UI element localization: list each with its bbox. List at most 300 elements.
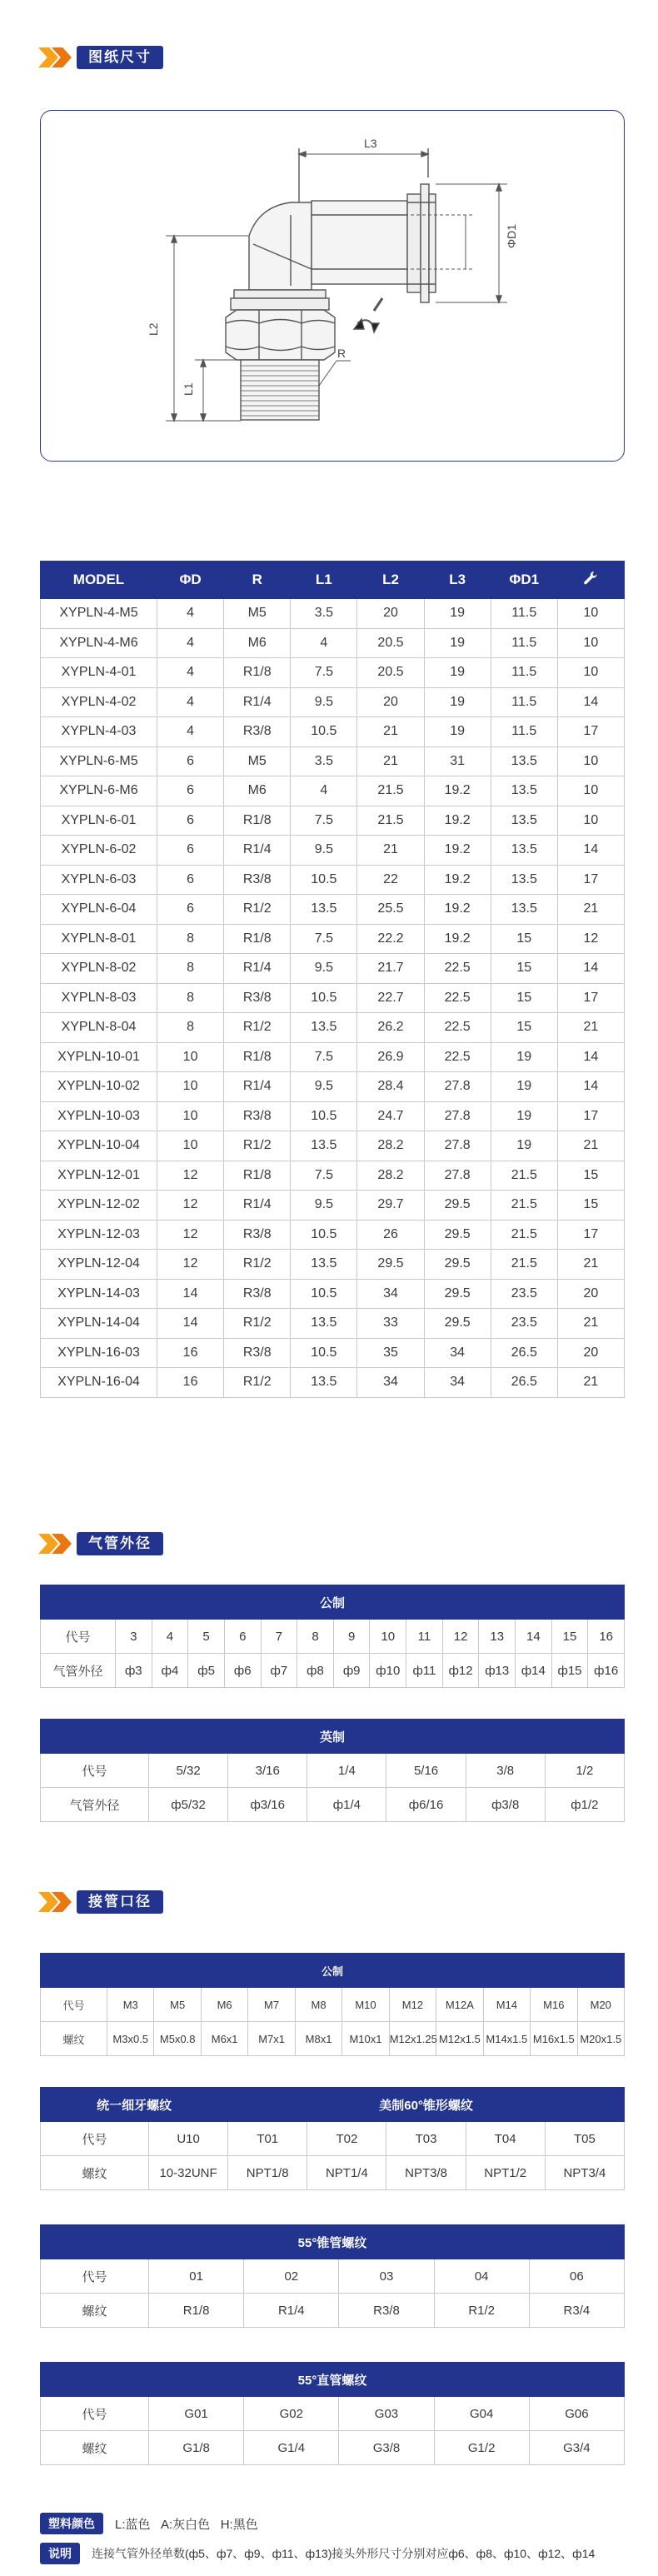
table-cell: 4 bbox=[291, 628, 357, 658]
table-cell: 34 bbox=[357, 1368, 424, 1398]
section-header-port bbox=[38, 1890, 163, 1915]
table-cell: XYPLN-4-01 bbox=[41, 658, 157, 688]
table-cell: 12 bbox=[442, 1620, 479, 1654]
table-row bbox=[41, 1161, 625, 1191]
od-label: 气管外径 bbox=[41, 1654, 116, 1688]
table-cell: XYPLN-10-02 bbox=[41, 1072, 157, 1102]
table-cell: 4 bbox=[157, 687, 224, 717]
table-cell: 10.5 bbox=[291, 1338, 357, 1368]
table-cell: XYPLN-8-01 bbox=[41, 924, 157, 954]
unf-title: 统一细牙螺纹 bbox=[41, 2088, 228, 2122]
table-cell: R1/8 bbox=[224, 1161, 291, 1191]
r-label: R bbox=[337, 347, 346, 360]
table-cell: T05 bbox=[545, 2122, 624, 2156]
table-cell: 9.5 bbox=[291, 1191, 357, 1221]
unf-npt-table bbox=[40, 2087, 625, 2190]
table-cell: R3/8 bbox=[224, 1101, 291, 1131]
table-header-row bbox=[41, 562, 625, 599]
table-cell: 13.5 bbox=[491, 836, 557, 866]
table-cell: 14 bbox=[157, 1279, 224, 1309]
table-cell: 21 bbox=[557, 1309, 624, 1339]
table-cell: 14 bbox=[557, 1072, 624, 1102]
table-cell: 22.5 bbox=[424, 1042, 491, 1072]
table-cell: G01 bbox=[149, 2397, 244, 2431]
table-row bbox=[41, 1988, 625, 2022]
table-cell: 8 bbox=[297, 1620, 334, 1654]
table-cell: 12 bbox=[157, 1220, 224, 1250]
table-cell: 19.2 bbox=[424, 924, 491, 954]
table-cell: R1/8 bbox=[149, 2294, 244, 2328]
table-cell: R1/2 bbox=[224, 1131, 291, 1161]
table-cell: R1/4 bbox=[244, 2294, 339, 2328]
table-cell: 12 bbox=[157, 1191, 224, 1221]
section-title: 图纸尺寸 bbox=[77, 46, 163, 69]
table-cell: ф6/16 bbox=[386, 1788, 466, 1822]
table-cell: 27.8 bbox=[424, 1131, 491, 1161]
table-cell: G02 bbox=[244, 2397, 339, 2431]
table-cell: 26.5 bbox=[491, 1338, 557, 1368]
table-row bbox=[41, 2294, 625, 2328]
table-cell: 13.5 bbox=[491, 895, 557, 925]
table-cell: R3/8 bbox=[224, 1279, 291, 1309]
table-row bbox=[41, 599, 625, 629]
table-cell: 15 bbox=[491, 924, 557, 954]
table-cell: M6 bbox=[201, 1988, 247, 2022]
color-text: L:蓝色 A:灰白色 H:黑色 bbox=[115, 2517, 258, 2532]
table-cell: 17 bbox=[557, 865, 624, 895]
table-cell: M6x1 bbox=[201, 2022, 247, 2056]
table-cell: 33 bbox=[357, 1309, 424, 1339]
table-cell: U10 bbox=[149, 2122, 228, 2156]
table-cell: M10 bbox=[342, 1988, 389, 2022]
table-cell: 35 bbox=[357, 1338, 424, 1368]
table-cell: M5 bbox=[224, 599, 291, 629]
table-cell: 9 bbox=[333, 1620, 370, 1654]
table-cell: G03 bbox=[339, 2397, 434, 2431]
table-cell: 5/32 bbox=[149, 1754, 228, 1788]
plastic-color-note bbox=[40, 2513, 258, 2534]
inch-tube-title: 英制 bbox=[41, 1720, 625, 1754]
table-cell: 22.2 bbox=[357, 924, 424, 954]
thread-label: 螺纹 bbox=[41, 2022, 107, 2056]
table-cell: XYPLN-4-M6 bbox=[41, 628, 157, 658]
table-cell: 11 bbox=[406, 1620, 443, 1654]
table-row bbox=[41, 1131, 625, 1161]
table-cell: 28.2 bbox=[357, 1131, 424, 1161]
table-cell: M12A bbox=[436, 1988, 483, 2022]
table-cell: R3/8 bbox=[339, 2294, 434, 2328]
d1-label: ΦD1 bbox=[505, 223, 518, 248]
table-cell: 11.5 bbox=[491, 658, 557, 688]
table-cell: 19 bbox=[491, 1101, 557, 1131]
table-cell: R1/4 bbox=[224, 1072, 291, 1102]
table-cell: ф3/8 bbox=[466, 1788, 545, 1822]
table-cell: 11.5 bbox=[491, 628, 557, 658]
table-row bbox=[41, 746, 625, 776]
table-cell: 9.5 bbox=[291, 954, 357, 984]
table-cell: 7.5 bbox=[291, 1042, 357, 1072]
section-header-drawing bbox=[38, 45, 163, 70]
section-title: 气管外径 bbox=[77, 1532, 163, 1555]
table-cell: 22 bbox=[357, 865, 424, 895]
table-row bbox=[41, 658, 625, 688]
table-cell: 3.5 bbox=[291, 746, 357, 776]
table-cell: 21 bbox=[557, 1250, 624, 1280]
table-cell: M12 bbox=[389, 1988, 436, 2022]
table-cell: M5 bbox=[154, 1988, 201, 2022]
table-cell: 20 bbox=[357, 687, 424, 717]
table-cell: M6 bbox=[224, 776, 291, 806]
table-row bbox=[41, 687, 625, 717]
table-cell: XYPLN-14-04 bbox=[41, 1309, 157, 1339]
table-cell: 14 bbox=[557, 1042, 624, 1072]
table-cell: M16x1.5 bbox=[531, 2022, 577, 2056]
table-cell: 31 bbox=[424, 746, 491, 776]
table-cell: 17 bbox=[557, 1220, 624, 1250]
table-cell: 19 bbox=[424, 658, 491, 688]
l2-label: L2 bbox=[147, 322, 160, 336]
table-cell: T03 bbox=[386, 2122, 466, 2156]
straight-thread-title: 55°直管螺纹 bbox=[41, 2363, 625, 2397]
table-cell: G1/2 bbox=[434, 2431, 529, 2465]
table-cell: 16 bbox=[157, 1338, 224, 1368]
table-row bbox=[41, 1279, 625, 1309]
table-cell: R1/8 bbox=[224, 1042, 291, 1072]
table-cell: R1/2 bbox=[224, 1013, 291, 1043]
table-cell: M8x1 bbox=[295, 2022, 341, 2056]
table-cell: 10 bbox=[557, 599, 624, 629]
thread-label: 螺纹 bbox=[41, 2294, 149, 2328]
inch-tube-table bbox=[40, 1719, 625, 1822]
table-cell: R1/8 bbox=[224, 806, 291, 836]
table-row bbox=[41, 2431, 625, 2465]
elbow-fitting-drawing bbox=[41, 111, 624, 461]
table-cell: 12 bbox=[157, 1161, 224, 1191]
table-row bbox=[41, 2122, 625, 2156]
table-cell: M16 bbox=[531, 1988, 577, 2022]
table-cell: M12x1.25 bbox=[389, 2022, 436, 2056]
table-cell: R1/2 bbox=[224, 1309, 291, 1339]
table-cell: 8 bbox=[157, 924, 224, 954]
header-d1: ΦD1 bbox=[491, 562, 557, 599]
table-cell: 6 bbox=[157, 895, 224, 925]
table-cell: ф12 bbox=[442, 1654, 479, 1688]
table-cell: 13.5 bbox=[491, 865, 557, 895]
chevron-icon bbox=[38, 1890, 75, 1915]
table-cell: 20.5 bbox=[357, 658, 424, 688]
table-cell: ф3 bbox=[116, 1654, 152, 1688]
table-cell: 7.5 bbox=[291, 658, 357, 688]
table-cell: 01 bbox=[149, 2259, 244, 2294]
table-cell: 4 bbox=[157, 628, 224, 658]
table-cell: 21 bbox=[557, 1131, 624, 1161]
table-cell: 20 bbox=[557, 1338, 624, 1368]
dimension-table-body bbox=[41, 599, 625, 1398]
table-cell: 6 bbox=[157, 776, 224, 806]
table-row bbox=[41, 1220, 625, 1250]
table-cell: 9.5 bbox=[291, 836, 357, 866]
table-cell: 14 bbox=[557, 836, 624, 866]
table-cell: ф5 bbox=[188, 1654, 225, 1688]
table-cell: 19.2 bbox=[424, 895, 491, 925]
table-cell: 21 bbox=[357, 836, 424, 866]
section-header-tube-od bbox=[38, 1531, 163, 1556]
code-label: 代号 bbox=[41, 1620, 116, 1654]
table-cell: XYPLN-4-M5 bbox=[41, 599, 157, 629]
table-cell: 27.8 bbox=[424, 1072, 491, 1102]
table-cell: 8 bbox=[157, 983, 224, 1013]
table-cell: T04 bbox=[466, 2122, 545, 2156]
table-cell: XYPLN-6-03 bbox=[41, 865, 157, 895]
table-cell: 4 bbox=[291, 776, 357, 806]
table-cell: 10 bbox=[370, 1620, 406, 1654]
table-cell: ф14 bbox=[516, 1654, 552, 1688]
table-cell: 15 bbox=[491, 1013, 557, 1043]
table-cell: ф9 bbox=[333, 1654, 370, 1688]
table-cell: 19 bbox=[491, 1042, 557, 1072]
taper-thread-title: 55°锥管螺纹 bbox=[41, 2225, 625, 2259]
table-cell: R1/2 bbox=[434, 2294, 529, 2328]
header-r: R bbox=[224, 562, 291, 599]
table-cell: ф1/4 bbox=[307, 1788, 386, 1822]
table-cell: 19.2 bbox=[424, 776, 491, 806]
table-cell: R1/4 bbox=[224, 954, 291, 984]
table-cell: R1/4 bbox=[224, 836, 291, 866]
table-cell: 21 bbox=[557, 1013, 624, 1043]
od-label: 气管外径 bbox=[41, 1788, 149, 1822]
table-cell: 12 bbox=[157, 1250, 224, 1280]
table-cell: 04 bbox=[434, 2259, 529, 2294]
table-cell: 20.5 bbox=[357, 628, 424, 658]
table-cell: 29.5 bbox=[424, 1220, 491, 1250]
table-cell: 21.5 bbox=[491, 1250, 557, 1280]
table-row bbox=[41, 983, 625, 1013]
table-cell: 26.9 bbox=[357, 1042, 424, 1072]
table-cell: 4 bbox=[152, 1620, 188, 1654]
table-cell: 21.5 bbox=[357, 776, 424, 806]
table-row bbox=[41, 1754, 625, 1788]
table-row bbox=[41, 2156, 625, 2190]
table-cell: 20 bbox=[357, 599, 424, 629]
table-cell: G06 bbox=[529, 2397, 624, 2431]
table-cell: 34 bbox=[424, 1368, 491, 1398]
table-cell: 5 bbox=[188, 1620, 225, 1654]
table-cell: 21.5 bbox=[491, 1220, 557, 1250]
table-row bbox=[41, 1101, 625, 1131]
metric-tube-table bbox=[40, 1585, 625, 1688]
table-cell: 22.5 bbox=[424, 983, 491, 1013]
table-cell: G3/8 bbox=[339, 2431, 434, 2465]
table-cell: XYPLN-12-04 bbox=[41, 1250, 157, 1280]
table-row bbox=[41, 865, 625, 895]
table-cell: 3 bbox=[116, 1620, 152, 1654]
table-cell: 13.5 bbox=[291, 1309, 357, 1339]
table-cell: 10.5 bbox=[291, 1101, 357, 1131]
code-label: 代号 bbox=[41, 1754, 149, 1788]
table-cell: 4 bbox=[157, 599, 224, 629]
table-cell: XYPLN-6-02 bbox=[41, 836, 157, 866]
table-cell: XYPLN-12-03 bbox=[41, 1220, 157, 1250]
table-cell: 25.5 bbox=[357, 895, 424, 925]
table-cell: 17 bbox=[557, 1101, 624, 1131]
table-cell: NPT3/4 bbox=[545, 2156, 624, 2190]
table-cell: M7 bbox=[248, 1988, 295, 2022]
table-cell: ф5/32 bbox=[149, 1788, 228, 1822]
table-cell: M7x1 bbox=[248, 2022, 295, 2056]
table-cell: XYPLN-10-01 bbox=[41, 1042, 157, 1072]
table-cell: G3/4 bbox=[529, 2431, 624, 2465]
table-cell: 16 bbox=[588, 1620, 625, 1654]
table-row bbox=[41, 1654, 625, 1688]
table-cell: 29.5 bbox=[424, 1191, 491, 1221]
table-cell: 17 bbox=[557, 717, 624, 747]
header-l1: L1 bbox=[291, 562, 357, 599]
table-cell: 10 bbox=[157, 1042, 224, 1072]
table-row bbox=[41, 1788, 625, 1822]
note-tag: 说明 bbox=[40, 2543, 80, 2564]
table-cell: M20 bbox=[577, 1988, 624, 2022]
table-cell: M12x1.5 bbox=[436, 2022, 483, 2056]
table-cell: XYPLN-8-02 bbox=[41, 954, 157, 984]
table-cell: 10.5 bbox=[291, 717, 357, 747]
table-cell: 6 bbox=[157, 746, 224, 776]
code-label: 代号 bbox=[41, 2397, 149, 2431]
table-cell: XYPLN-12-01 bbox=[41, 1161, 157, 1191]
table-cell: XYPLN-10-03 bbox=[41, 1101, 157, 1131]
table-cell: R3/8 bbox=[224, 717, 291, 747]
table-cell: 20 bbox=[557, 1279, 624, 1309]
table-cell: 7.5 bbox=[291, 806, 357, 836]
table-cell: 29.5 bbox=[357, 1250, 424, 1280]
table-cell: 13.5 bbox=[491, 776, 557, 806]
table-row bbox=[41, 776, 625, 806]
table-cell: 28.2 bbox=[357, 1161, 424, 1191]
table-cell: 13 bbox=[479, 1620, 516, 1654]
code-label: 代号 bbox=[41, 2122, 149, 2156]
table-cell: NPT3/8 bbox=[386, 2156, 466, 2190]
table-cell: NPT1/2 bbox=[466, 2156, 545, 2190]
table-row bbox=[41, 806, 625, 836]
taper-thread-table bbox=[40, 2224, 625, 2328]
table-cell: 19 bbox=[491, 1131, 557, 1161]
header-od: ΦD bbox=[157, 562, 224, 599]
table-cell: M14x1.5 bbox=[483, 2022, 530, 2056]
table-row bbox=[41, 1072, 625, 1102]
table-cell: G1/8 bbox=[149, 2431, 244, 2465]
chevron-icon bbox=[38, 45, 75, 70]
table-cell: 11.5 bbox=[491, 717, 557, 747]
table-cell: 12 bbox=[557, 924, 624, 954]
table-cell: XYPLN-8-03 bbox=[41, 983, 157, 1013]
table-cell: 10 bbox=[157, 1101, 224, 1131]
table-row bbox=[41, 1042, 625, 1072]
table-cell: 22.5 bbox=[424, 1013, 491, 1043]
table-cell: T02 bbox=[307, 2122, 386, 2156]
table-row bbox=[41, 836, 625, 866]
table-cell: 8 bbox=[157, 954, 224, 984]
table-cell: 19 bbox=[491, 1072, 557, 1102]
table-cell: 15 bbox=[491, 954, 557, 984]
table-row bbox=[41, 2022, 625, 2056]
table-cell: 19.2 bbox=[424, 806, 491, 836]
table-cell: 19.2 bbox=[424, 865, 491, 895]
table-row bbox=[41, 628, 625, 658]
table-row bbox=[41, 924, 625, 954]
table-cell: M5 bbox=[224, 746, 291, 776]
header-l2: L2 bbox=[357, 562, 424, 599]
table-cell: 19 bbox=[424, 717, 491, 747]
table-cell: 19 bbox=[424, 687, 491, 717]
chevron-icon bbox=[38, 1531, 75, 1556]
table-row bbox=[41, 1191, 625, 1221]
table-cell: 10 bbox=[157, 1072, 224, 1102]
table-cell: 10.5 bbox=[291, 983, 357, 1013]
table-cell: 21 bbox=[357, 746, 424, 776]
table-cell: 19 bbox=[424, 599, 491, 629]
table-cell: 14 bbox=[516, 1620, 552, 1654]
table-cell: 29.7 bbox=[357, 1191, 424, 1221]
table-cell: 10.5 bbox=[291, 865, 357, 895]
table-cell: NPT1/4 bbox=[307, 2156, 386, 2190]
table-cell: ф7 bbox=[261, 1654, 297, 1688]
table-cell: 19 bbox=[424, 628, 491, 658]
table-cell: ф11 bbox=[406, 1654, 443, 1688]
table-cell: 9.5 bbox=[291, 1072, 357, 1102]
table-cell: 21 bbox=[557, 1368, 624, 1398]
table-cell: 27.8 bbox=[424, 1101, 491, 1131]
table-cell: ф10 bbox=[370, 1654, 406, 1688]
table-cell: XYPLN-14-03 bbox=[41, 1279, 157, 1309]
table-cell: 16 bbox=[157, 1368, 224, 1398]
table-cell: ф15 bbox=[551, 1654, 588, 1688]
table-cell: 6 bbox=[224, 1620, 261, 1654]
table-cell: 10 bbox=[157, 1131, 224, 1161]
table-cell: 29.5 bbox=[424, 1309, 491, 1339]
table-cell: 24.7 bbox=[357, 1101, 424, 1131]
table-cell: R1/2 bbox=[224, 895, 291, 925]
table-cell: 7.5 bbox=[291, 924, 357, 954]
table-cell: R1/8 bbox=[224, 924, 291, 954]
table-cell: ф4 bbox=[152, 1654, 188, 1688]
straight-thread-table bbox=[40, 2362, 625, 2465]
metric-thread-title: 公制 bbox=[41, 1954, 625, 1988]
table-cell: M14 bbox=[483, 1988, 530, 2022]
table-cell: 5/16 bbox=[386, 1754, 466, 1788]
header-wrench bbox=[557, 562, 624, 599]
table-cell: 13.5 bbox=[491, 806, 557, 836]
code-label: 代号 bbox=[41, 1988, 107, 2022]
table-cell: 21.5 bbox=[491, 1161, 557, 1191]
table-cell: 13.5 bbox=[291, 1250, 357, 1280]
table-cell: 22.5 bbox=[424, 954, 491, 984]
dimension-drawing bbox=[40, 110, 625, 462]
table-row bbox=[41, 1013, 625, 1043]
table-cell: XYPLN-12-02 bbox=[41, 1191, 157, 1221]
table-cell: 7 bbox=[261, 1620, 297, 1654]
description-note bbox=[40, 2543, 595, 2564]
table-row bbox=[41, 1620, 625, 1654]
table-cell: 21.7 bbox=[357, 954, 424, 984]
table-cell: ф1/2 bbox=[545, 1788, 624, 1822]
table-cell: M10x1 bbox=[342, 2022, 389, 2056]
table-row bbox=[41, 2259, 625, 2294]
table-cell: 26.2 bbox=[357, 1013, 424, 1043]
l1-label: L1 bbox=[182, 382, 195, 396]
table-cell: 21.5 bbox=[357, 806, 424, 836]
table-cell: 14 bbox=[557, 954, 624, 984]
table-row bbox=[41, 1250, 625, 1280]
table-cell: 11.5 bbox=[491, 687, 557, 717]
